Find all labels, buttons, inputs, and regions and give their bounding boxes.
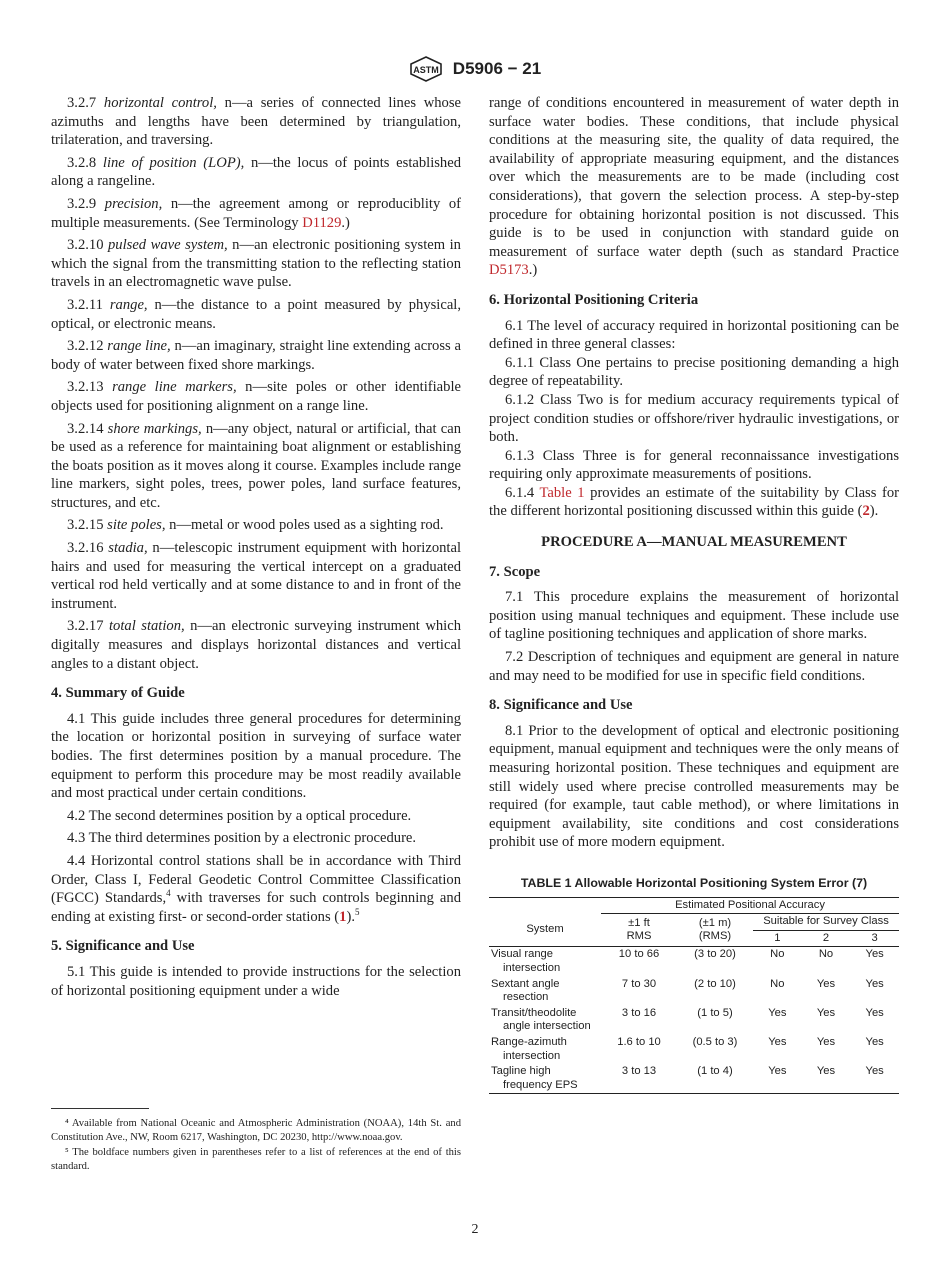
table-col-class-1: 1 <box>753 930 802 947</box>
table-row: Range-azimuth intersection 1.6 to 10 (0.5 to 3) Yes Yes Yes <box>491 1035 884 1062</box>
astm-logo-text: ASTM <box>413 65 439 75</box>
para-4-2: 4.2 The second determines position by a optical procedure. <box>67 807 412 824</box>
definition-3-2-14: 3.2.14 shore markings, n—any object, natural or artificial, that can be used as a reference for maintaining boat alignment or establishing the boats position as it moves along it course. Examples include range line markers, sight poles, trees, power poles, land surface features, structures, and etc. <box>51 420 461 511</box>
link-d5173[interactable]: D5173 <box>489 262 529 279</box>
definition-3-2-8: 3.2.8 line of position (LOP), n—the locus of points established along a rangeline. <box>51 154 462 190</box>
para-4-3: 4.3 The third determines position by a electronic procedure. <box>67 830 417 847</box>
section-5-heading: 5. Significance and Use <box>51 938 195 955</box>
section-4-heading: 4. Summary of Guide <box>51 685 185 702</box>
para-6-1-1: 6.1.1 Class One pertains to precise positioning demanding a high degree of repeatability. <box>489 354 899 390</box>
table-1-title: TABLE 1 Allowable Horizontal Positioning System Error (7) <box>520 875 868 890</box>
definition-3-2-10: 3.2.10 pulsed wave system, n—an electronic positioning system in which the signal from the transmitting station to the reflecting station travels in an electromagnetic wave pulse. <box>51 237 461 291</box>
reference-link-2[interactable]: 2 <box>862 503 870 520</box>
footnote-4: ⁴ Available from National Oceanic and Atmospheric Administration (NOAA), 14th St. and Constitution Ave., NW, Room 6217, Washington, DC 20230, http://www.noaa.gov. <box>51 1118 461 1144</box>
table-col-suitable: Suitable for Survey Class <box>753 914 899 931</box>
definition-3-2-12: 3.2.12 range line, n—an imaginary, straight line extending across a body of water between fixed shore markings. <box>51 338 461 373</box>
para-4-1: 4.1 This guide includes three general procedures for determining the location or horizontal position in surveying of surface water bodies. The first determines position by a manual procedure. The equipment to perform this procedure may be most readily available and most practical under certain conditions. <box>51 710 461 802</box>
footnote-5: ⁵ The boldface numbers given in parentheses refer to a list of references at the end of this standard. <box>51 1146 461 1173</box>
table-group-header: Estimated Positional Accuracy <box>601 897 899 914</box>
table-row: Visual range intersection 10 to 66 (3 to 20) No No Yes <box>491 948 884 974</box>
para-7-1: 7.1 This procedure explains the measurement of horizontal position using manual techniques and equipment. These include use of tagline positioning techniques and application of shore marks. <box>489 589 899 643</box>
definition-3-2-13: 3.2.13 range line markers, n—site poles or other identifiable objects used for positioning alignment on a range line. <box>51 379 461 414</box>
link-d1129[interactable]: D1129 <box>302 214 342 231</box>
footnote-ref-4[interactable]: 4 <box>166 888 171 899</box>
definition-3-2-16: 3.2.16 stadia, n—telescopic instrument equipment with horizontal hairs and used for measuring the vertical intercept on a graduated vertical rod held vertically and at some distance to and in front of the instrument. <box>51 540 461 612</box>
para-6-1-4: 6.1.4 Table 1 provides an estimate of the suitability by Class for the different horizontal positioning discussed within this guide (2). <box>489 484 899 520</box>
definition-3-2-7: 3.2.7 horizontal control, n—a series of connected lines whose azimuths and lengths have been determined by triangulation, trilateration, and traversing. <box>51 95 462 149</box>
reference-link-1[interactable]: 1 <box>339 908 347 925</box>
section-7-heading: 7. Scope <box>489 563 541 580</box>
table-col-class-2: 2 <box>802 930 851 947</box>
table-1 <box>489 897 899 1095</box>
document-id: D5906 − 21 <box>452 59 542 78</box>
table-row: Sextant angle resection 7 to 30 (2 to 10) No Yes Yes <box>491 977 884 1004</box>
footnote-ref-5[interactable]: 5 <box>354 906 360 917</box>
para-6-1-3: 6.1.3 Class Three is for general reconnaissance investigations requiring only approximate measurements of positions. <box>489 447 899 483</box>
astm-logo-icon <box>409 56 443 82</box>
link-table-1[interactable]: Table 1 <box>539 484 585 501</box>
table-row: Tagline high frequency EPS 3 to 13 (1 to 4) Yes Yes Yes <box>491 1065 884 1091</box>
page-number: 2 <box>471 1222 479 1237</box>
page-header <box>0 56 950 82</box>
definition-3-2-17: 3.2.17 total station, n—an electronic surveying instrument which digitally measures and displays horizontal distances and vertical angles to a distant object. <box>51 618 462 672</box>
right-column <box>489 94 899 1094</box>
para-7-2: 7.2 Description of techniques and equipment are general in nature and may need to be modified for use in specific field conditions. <box>489 649 899 684</box>
table-col-system: System <box>489 914 601 947</box>
footnote-divider <box>51 1108 149 1109</box>
para-6-1: 6.1 The level of accuracy required in horizontal positioning can be defined in three general classes: <box>489 317 899 353</box>
table-row: Transit/theodolite angle intersection 3 to 16 (1 to 5) Yes Yes Yes <box>491 1006 884 1033</box>
table-col-ft: ±1 ft RMS <box>601 914 677 947</box>
definition-3-2-15: 3.2.15 site poles, n—metal or wood poles used as a sighting rod. <box>67 517 444 534</box>
footnotes <box>51 1117 461 1175</box>
table-col-class-3: 3 <box>850 930 899 947</box>
definition-3-2-11: 3.2.11 range, n—the distance to a point measured by physical, optical, or electronic means. <box>51 296 462 332</box>
section-8-heading: 8. Significance and Use <box>489 697 633 714</box>
section-6-heading: 6. Horizontal Positioning Criteria <box>489 291 699 308</box>
para-4-4: 4.4 Horizontal control stations shall be in accordance with Third Order, Class I, Federal Geodetic Control Committee Classification (FGCC) Standards,$^4$ with traverses for such controls beginning and ending at existing first- or second-order stations (1).$^5$ <box>51 852 461 925</box>
table-col-m: (±1 m) (RMS) <box>677 914 753 947</box>
para-5-1-continued: range of conditions encountered in measurement of water depth in surface water bodies. These conditions, that include physical conditions at the measuring site, the quality of data required, the availability of appropriate measuring equipment, and the distances over which the measurements are to be made (including cost considerations), that govern the selection process. A step-by-step procedure for obtaining horizontal position is not discussed. This guide is to be used in conjunction with standard guide on measurement of surface water depth (such as standard Practice D5173.) <box>489 95 899 279</box>
procedure-a-heading: PROCEDURE A—MANUAL MEASUREMENT <box>541 534 847 551</box>
para-8-1: 8.1 Prior to the development of optical and electronic positioning equipment, manual equipment and techniques were the only means of measuring horizontal position. These techniques and equipment are still widely used where precise controlled measurements may be required (for example, taut cable method), or where limitations in equipment availability, site conditions and cost considerations prohibit use of more modern equipment. <box>489 722 899 851</box>
left-column <box>51 94 461 1004</box>
para-6-1-2: 6.1.2 Class Two is for medium accuracy requirements typical of project condition studies or offshore/river hydraulic investigations, or both. <box>489 391 899 446</box>
para-5-1-start: 5.1 This guide is intended to provide instructions for the selection of horizontal positioning equipment under a wide <box>51 963 461 999</box>
definition-3-2-9: 3.2.9 precision, n—the agreement among or reproduciblity of multiple measurements. (See Terminology D1129.) <box>51 195 461 231</box>
